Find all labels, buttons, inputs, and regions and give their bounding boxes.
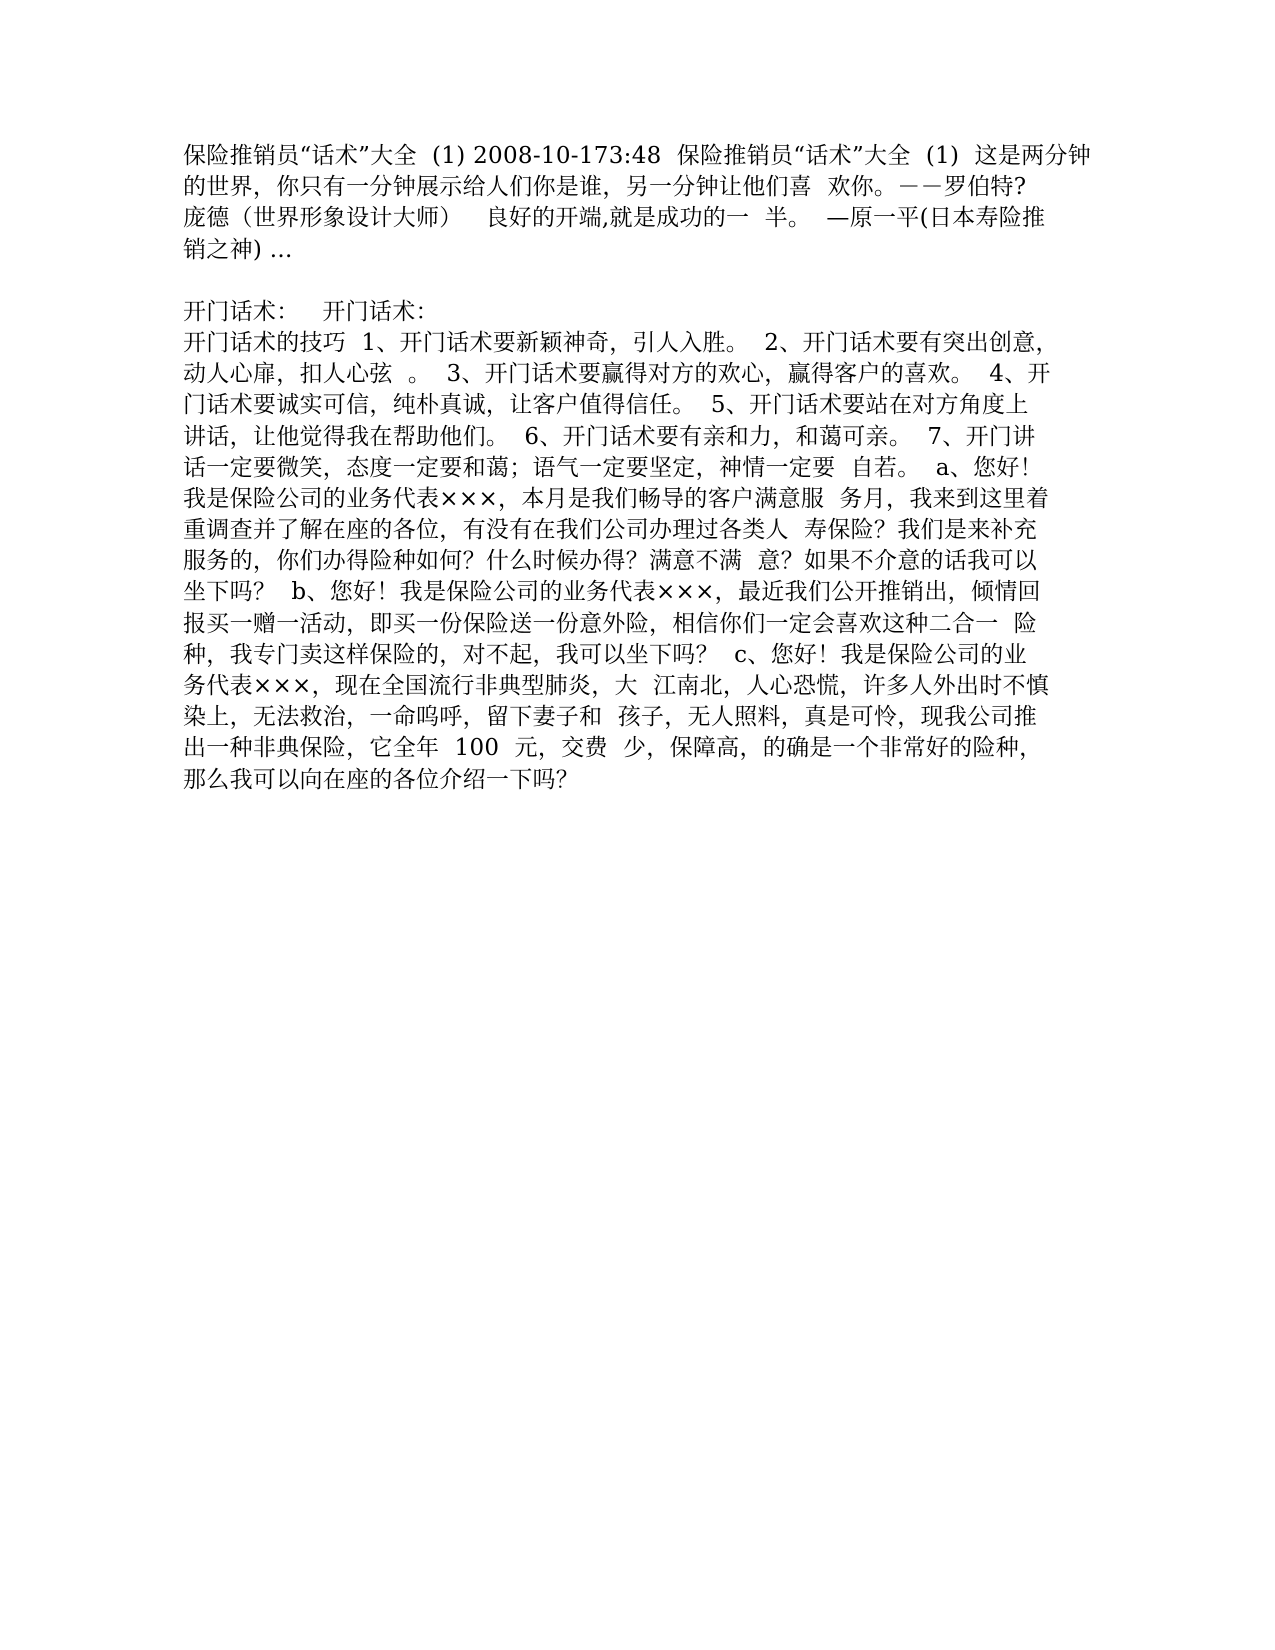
- intro-paragraph: [183, 141, 1092, 266]
- body-line: 务代表×××，现在全国流行非典型肺炎，大 江南北，人心恐慌，许多人外出时不慎: [183, 673, 1050, 699]
- body-line: 门话术要诚实可信，纯朴真诚，让客户值得信任。 5、开门话术要站在对方角度上: [183, 392, 1029, 419]
- body-line: 坐下吗？ b、您好！我是保险公司的业务代表×××，最近我们公开推销出，倾情回: [183, 579, 1041, 606]
- body-line: 那么我可以向在座的各位介绍一下吗？: [183, 766, 580, 793]
- intro-line: 保险推销员“话术”大全 (1) 2008-10-173:48 保险推销员“话术”大全 (1) 这是两分钟: [183, 143, 1092, 169]
- intro-line: 的世界，你只有一分钟展示给人们你是谁，另一分钟让他们喜 欢你。－－罗伯特?: [183, 174, 1027, 201]
- body-line: 开门话术的技巧 1、开门话术要新颖神奇，引人入胜。 2、开门话术要有突出创意，: [183, 329, 1059, 356]
- intro-line: 销之神) ...: [183, 236, 293, 263]
- body-line: 话一定要微笑，态度一定要和蔼；语气一定要坚定，神情一定要 自若。 a、您好！: [183, 454, 1043, 481]
- document-page: [183, 141, 1092, 796]
- body-line: 动人心扉，扣人心弦 。 3、开门话术要赢得对方的欢心，赢得客户的喜欢。 4、开: [183, 361, 1051, 388]
- opening-script-section: [183, 297, 1088, 796]
- body-line: 出一种非典保险，它全年 100 元，交费 少，保障高，的确是一个非常好的险种，: [183, 735, 1043, 762]
- body-line: 我是保险公司的业务代表×××，本月是我们畅导的客户满意服 务月，我来到这里着: [183, 485, 1050, 512]
- body-line: 重调查并了解在座的各位，有没有在我们公司办理过各类人 寿保险？我们是来补充: [183, 517, 1038, 544]
- body-line: 种，我专门卖这样保险的，对不起，我可以坐下吗？ c、您好！我是保险公司的业: [183, 641, 1027, 668]
- body-line: 报买一赠一活动，即买一份保险送一份意外险，相信你们一定会喜欢这种二合一 险: [183, 610, 1038, 637]
- intro-line: 庞德（世界形象设计大师） 良好的开端,就是成功的一 半。 —原一平(日本寿险推: [183, 205, 1046, 232]
- paragraph-spacer: [183, 266, 1088, 297]
- section-heading: 开门话术： 开门话术：: [183, 298, 439, 325]
- body-line: 服务的，你们办得险种如何？什么时候办得？满意不满 意？如果不介意的话我可以: [183, 548, 1038, 575]
- body-line: 讲话，让他觉得我在帮助他们。 6、开门话术要有亲和力，和蔼可亲。 7、开门讲: [183, 423, 1036, 450]
- body-line: 染上，无法救治，一命呜呼，留下妻子和 孩子，无人照料，真是可怜，现我公司推: [183, 704, 1038, 731]
